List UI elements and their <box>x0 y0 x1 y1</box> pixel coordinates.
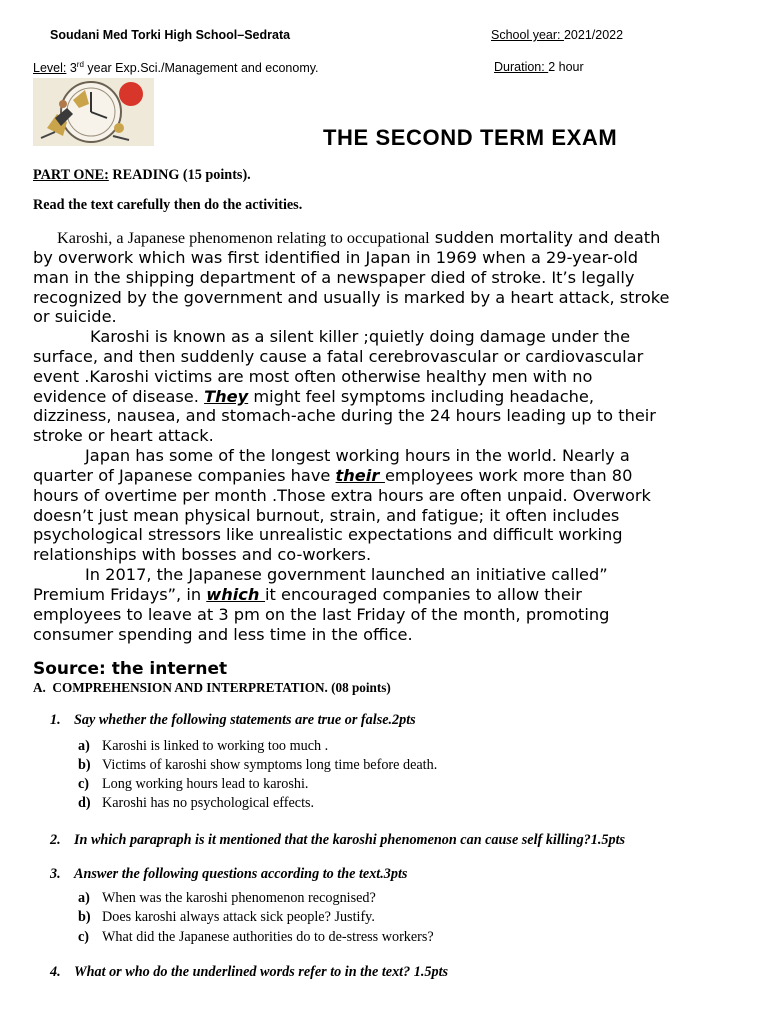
item-label: b) <box>78 757 91 773</box>
passage-text: evidence of disease. <box>33 387 205 406</box>
list-item <box>78 890 376 907</box>
question-number: 1. <box>50 712 61 728</box>
school-year-label: School year: <box>491 28 564 42</box>
exam-illustration <box>33 78 154 146</box>
question-text: What or who do the underlined words refer to in the text? 1.5pts <box>74 964 449 980</box>
question-text: Say whether the following statements are true or false.2pts <box>74 712 416 728</box>
passage-text: Karoshi, a Japanese phenomenon relating to occupational <box>57 229 430 247</box>
item-text: Does karoshi always attack sick people? Justify. <box>102 909 375 925</box>
school-name: Soudani Med Torki High School–Sedrata <box>50 28 291 42</box>
passage-line <box>33 228 660 249</box>
item-label: d) <box>78 795 91 811</box>
passage-line: surface, and then suddenly cause a fatal cerebrovascular or cardiovascular <box>33 347 644 366</box>
question-text: In which parapraph is it mentioned that the karoshi phenomenon can cause self killing?1.5pts <box>74 832 626 848</box>
item-text: Long working hours lead to karoshi. <box>102 776 309 792</box>
passage-line: employees to leave at 3 pm on the last Friday of the month, promoting <box>33 605 610 624</box>
duration-value: 2 hour <box>548 60 584 74</box>
passage-line: In 2017, the Japanese government launched an initiative called” <box>85 565 608 584</box>
duration <box>494 60 584 74</box>
underlined-word-which: which <box>206 585 266 604</box>
list-item <box>78 757 437 774</box>
question-number: 2. <box>50 832 61 848</box>
question-2 <box>50 832 625 849</box>
school-year-value: 2021/2022 <box>563 28 624 42</box>
list-item <box>78 738 328 755</box>
passage-line: doesn’t just mean physical burnout, strain, and fatigue; it often includes <box>33 506 620 525</box>
passage-line <box>33 585 582 605</box>
passage-line <box>33 466 632 486</box>
item-text: Karoshi is linked to working too much . <box>102 738 329 754</box>
school-year <box>491 28 623 42</box>
part-one-heading <box>33 167 251 184</box>
item-label: a) <box>78 738 90 754</box>
item-text: What did the Japanese authorities do to de-stress workers? <box>102 929 434 945</box>
item-text: Karoshi has no psychological effects. <box>102 795 315 811</box>
list-item <box>78 776 308 793</box>
clock-runner-image <box>33 78 154 146</box>
passage-line: Japan has some of the longest working hours in the world. Nearly a <box>85 446 630 465</box>
exam-title: THE SECOND TERM EXAM <box>323 125 618 150</box>
passage-line: man in the shipping department of a newspaper died of stroke. It’s legally <box>33 268 635 287</box>
source-line: Source: the internet <box>33 659 228 679</box>
question-1 <box>50 712 416 729</box>
list-item <box>78 929 434 946</box>
passage-line: stroke or heart attack. <box>33 426 214 445</box>
passage-line: dizziness, nausea, and stomach-ache during the 24 hours leading up to their <box>33 406 656 425</box>
underlined-word-their: their <box>335 466 385 485</box>
passage-text: might feel symptoms including headache, <box>248 387 594 406</box>
level-line <box>33 60 319 75</box>
question-text: Answer the following questions according to the text.3pts <box>74 866 408 882</box>
passage-line: relationships with bosses and co-workers. <box>33 545 372 564</box>
level-text: year Exp.Sci./Management and economy. <box>83 61 319 76</box>
item-label: a) <box>78 890 90 906</box>
passage-line: hours of overtime per month .Those extra hours are often unpaid. Overwork <box>33 486 651 505</box>
level-label: Level: <box>33 61 67 76</box>
item-text: Victims of karoshi show symptoms long time before death. <box>102 757 438 773</box>
item-label: b) <box>78 909 91 925</box>
list-item <box>78 909 375 926</box>
item-text: When was the karoshi phenomenon recognised? <box>102 890 376 906</box>
question-number: 3. <box>50 866 61 882</box>
item-label: c) <box>78 776 90 792</box>
question-3 <box>50 866 407 883</box>
passage-line: consumer spending and less time in the office. <box>33 625 413 644</box>
section-a-heading: A. COMPREHENSION AND INTERPRETATION. (08 points) <box>33 680 391 695</box>
level-number: 3 <box>66 61 77 76</box>
question-4 <box>50 964 448 981</box>
part-one-rest: READING (15 points). <box>108 167 251 183</box>
passage-text: sudden mortality and death <box>429 228 661 247</box>
passage-line: recognized by the government and usually is marked by a heart attack, stroke <box>33 288 670 307</box>
underlined-word-they: They <box>204 387 249 406</box>
passage-line: or suicide. <box>33 307 117 326</box>
question-number: 4. <box>50 964 61 980</box>
passage-text: Premium Fridays”, in <box>33 585 207 604</box>
passage-line <box>33 387 594 407</box>
item-label: c) <box>78 929 90 945</box>
list-item <box>78 795 314 812</box>
passage-text: employees work more than 80 <box>384 466 633 485</box>
part-one-label: PART ONE: <box>33 167 109 183</box>
reading-instruction: Read the text carefully then do the activities. <box>33 197 303 213</box>
duration-label: Duration: <box>494 60 549 74</box>
passage-line: Karoshi is known as a silent killer ;quietly doing damage under the <box>90 327 631 346</box>
passage-line: psychological stressors like unrealistic expectations and difficult working <box>33 525 623 544</box>
passage-line: by overwork which was first identified in Japan in 1969 when a 29-year-old <box>33 248 639 267</box>
passage-text: quarter of Japanese companies have <box>33 466 336 485</box>
level-suffix: rd <box>76 60 84 69</box>
passage-line: event .Karoshi victims are most often otherwise healthy men with no <box>33 367 593 386</box>
passage-text: it encouraged companies to allow their <box>265 585 582 604</box>
